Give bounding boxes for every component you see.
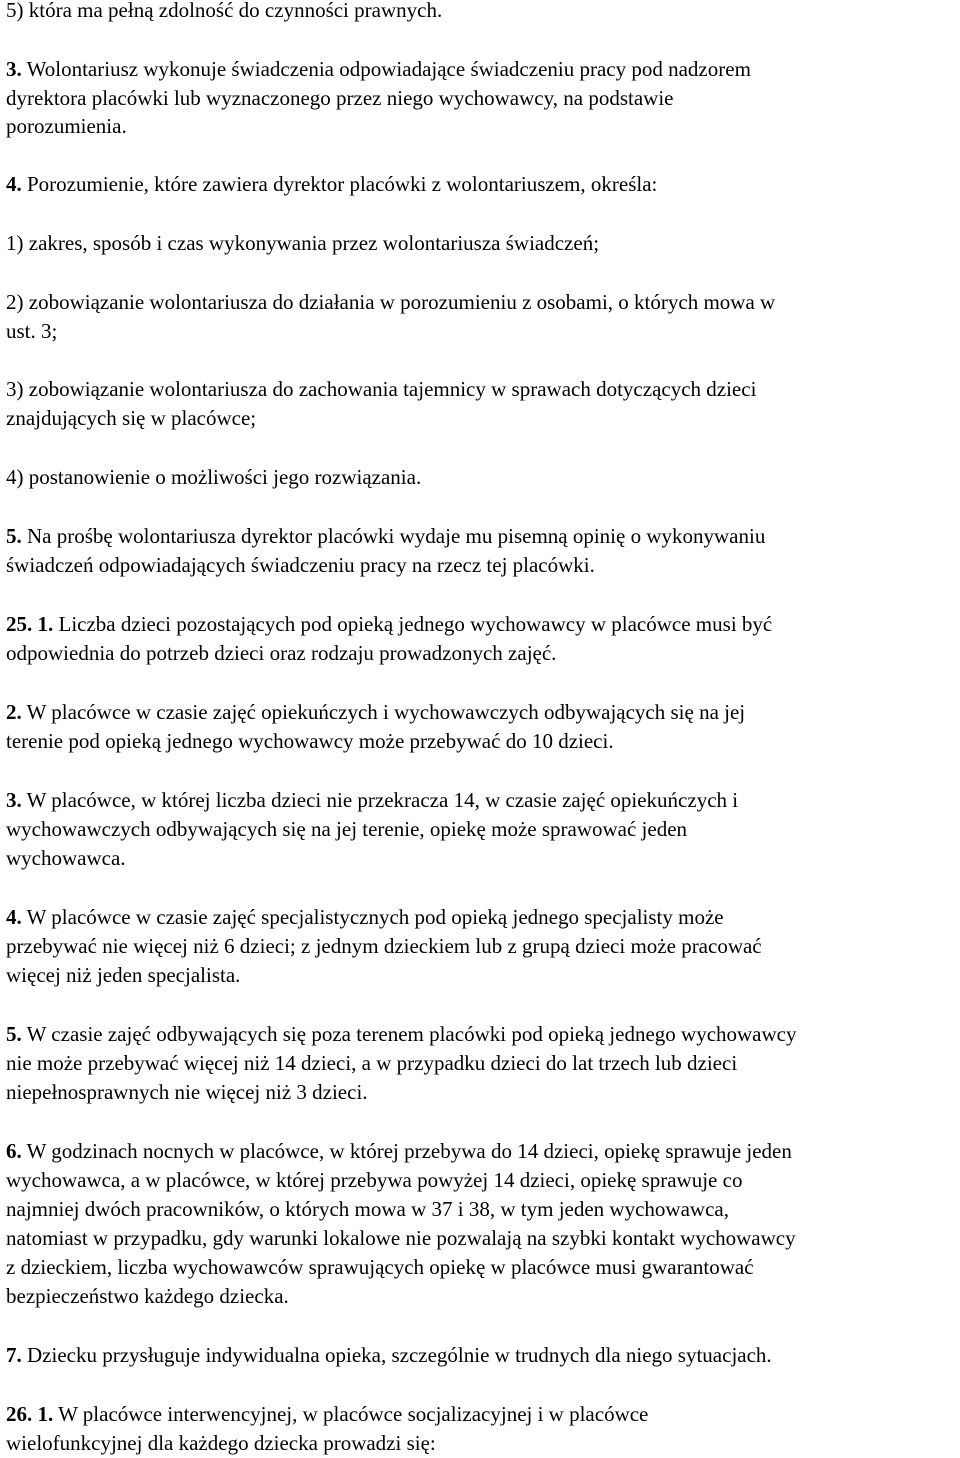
paragraph-text: z dzieckiem, liczba wychowawców sprawujących opiekę w placówce musi gwarantować — [6, 1255, 754, 1279]
paragraph-text: dyrektora placówki lub wyznaczonego przez niego wychowawcy, na podstawie — [6, 86, 674, 110]
text-line — [6, 1137, 792, 1166]
text-line — [6, 903, 724, 932]
paragraph-text: W czasie zajęć odbywających się poza terenem placówki pod opieką jednego wychowawcy — [21, 1022, 797, 1046]
text-line — [6, 55, 751, 84]
paragraph-text: odpowiednia do potrzeb dzieci oraz rodzaju prowadzonych zajęć. — [6, 641, 557, 665]
paragraph-number: 5. — [6, 524, 22, 548]
document-page — [6, 0, 950, 1458]
text-line — [6, 463, 421, 492]
paragraph-text: W godzinach nocnych w placówce, w której przebywa do 14 dzieci, opiekę sprawuje jeden — [21, 1139, 792, 1163]
text-line — [6, 610, 772, 639]
text-line — [6, 1253, 754, 1282]
paragraph-number: 2. — [6, 700, 22, 724]
text-line — [6, 522, 765, 551]
paragraph-number: 6. — [6, 1139, 22, 1163]
text-line — [6, 1282, 289, 1311]
paragraph-text: więcej niż jeden specjalista. — [6, 963, 241, 987]
paragraph-text: 1) zakres, sposób i czas wykonywania przez wolontariusza świadczeń; — [6, 231, 600, 255]
paragraph-number: 3. — [6, 57, 22, 81]
paragraph-number: 5. — [6, 1022, 22, 1046]
text-line — [6, 317, 57, 346]
paragraph-text: świadczeń odpowiadających świadczeniu pracy na rzecz tej placówki. — [6, 553, 595, 577]
paragraph-number: 25. 1. — [6, 612, 54, 636]
text-line — [6, 1429, 436, 1458]
text-line — [6, 1195, 729, 1224]
text-line — [6, 639, 556, 668]
text-line — [6, 170, 657, 199]
text-line — [6, 551, 595, 580]
text-line — [6, 932, 762, 961]
paragraph-text: niepełnosprawnych nie więcej niż 3 dzieci. — [6, 1080, 368, 1104]
paragraph-number: 26. 1. — [6, 1402, 54, 1426]
paragraph-number: 3. — [6, 788, 22, 812]
paragraph-text: najmniej dwóch pracowników, o których mowa w 37 i 38, w tym jeden wychowawca, — [6, 1197, 729, 1221]
paragraph-text: 3) zobowiązanie wolontariusza do zachowania tajemnicy w sprawach dotyczących dzieci — [6, 377, 757, 401]
paragraph-text: 4) postanowienie o możliwości jego rozwiązania. — [6, 465, 422, 489]
text-line — [6, 112, 127, 141]
text-line — [6, 1020, 796, 1049]
paragraph-text: 5) która ma pełną zdolność do czynności prawnych. — [6, 0, 443, 22]
paragraph-text: Dziecku przysługuje indywidualna opieka, szczególnie w trudnych dla niego sytuacjach. — [21, 1343, 772, 1367]
text-line — [6, 84, 673, 113]
paragraph-text: porozumienia. — [6, 114, 127, 138]
paragraph-text: Wolontariusz wykonuje świadczenia odpowiadające świadczeniu pracy pod nadzorem — [21, 57, 751, 81]
paragraph-text: ust. 3; — [6, 319, 58, 343]
paragraph-text: natomiast w przypadku, gdy warunki lokalowe nie pozwalają na szybki kontakt wychowawcy — [6, 1226, 796, 1250]
text-line — [6, 1341, 772, 1370]
paragraph-text: wychowawczych odbywających się na jej terenie, opiekę może sprawować jeden — [6, 817, 688, 841]
paragraph-text: 2) zobowiązanie wolontariusza do działania w porozumieniu z osobami, o których mowa w — [6, 290, 776, 314]
text-line — [6, 698, 745, 727]
paragraph-text: bezpieczeństwo każdego dziecka. — [6, 1284, 289, 1308]
paragraph-text: W placówce w czasie zajęć opiekuńczych i wychowawczych odbywających się na jej — [21, 700, 746, 724]
paragraph-text: wielofunkcyjnej dla każdego dziecka prowadzi się: — [6, 1431, 436, 1455]
paragraph-text: W placówce interwencyjnej, w placówce socjalizacyjnej i w placówce — [53, 1402, 649, 1426]
text-line — [6, 288, 775, 317]
paragraph-text: wychowawca. — [6, 846, 126, 870]
text-line — [6, 1166, 742, 1195]
paragraph-text: znajdujących się w placówce; — [6, 406, 257, 430]
text-line — [6, 727, 614, 756]
text-line — [6, 1224, 796, 1253]
paragraph-text: Na prośbę wolontariusza dyrektor placówki wydaje mu pisemną opinię o wykonywaniu — [21, 524, 766, 548]
text-line — [6, 375, 756, 404]
text-line — [6, 229, 599, 258]
text-line — [6, 1078, 368, 1107]
text-line — [6, 1400, 648, 1429]
text-line — [6, 844, 126, 873]
paragraph-number: 7. — [6, 1343, 22, 1367]
text-line — [6, 961, 240, 990]
paragraph-text: nie może przebywać więcej niż 14 dzieci, a w przypadku dzieci do lat trzech lub dzieci — [6, 1051, 738, 1075]
paragraph-text: wychowawca, a w placówce, w której przebywa powyżej 14 dzieci, opiekę sprawuje co — [6, 1168, 743, 1192]
paragraph-text: przebywać nie więcej niż 6 dzieci; z jednym dzieckiem lub z grupą dzieci może pracować — [6, 934, 762, 958]
text-line — [6, 0, 442, 25]
text-line — [6, 786, 738, 815]
text-line — [6, 815, 687, 844]
paragraph-text: W placówce w czasie zajęć specjalistycznych pod opieką jednego specjalisty może — [21, 905, 724, 929]
paragraph-text: Porozumienie, które zawiera dyrektor placówki z wolontariuszem, określa: — [21, 172, 658, 196]
text-line — [6, 1049, 737, 1078]
paragraph-text: W placówce, w której liczba dzieci nie przekracza 14, w czasie zajęć opiekuńczych i — [21, 788, 739, 812]
paragraph-text: terenie pod opieką jednego wychowawcy może przebywać do 10 dzieci. — [6, 729, 614, 753]
paragraph-text: Liczba dzieci pozostających pod opieką jednego wychowawcy w placówce musi być — [53, 612, 773, 636]
paragraph-number: 4. — [6, 172, 22, 196]
text-line — [6, 404, 256, 433]
paragraph-number: 4. — [6, 905, 22, 929]
